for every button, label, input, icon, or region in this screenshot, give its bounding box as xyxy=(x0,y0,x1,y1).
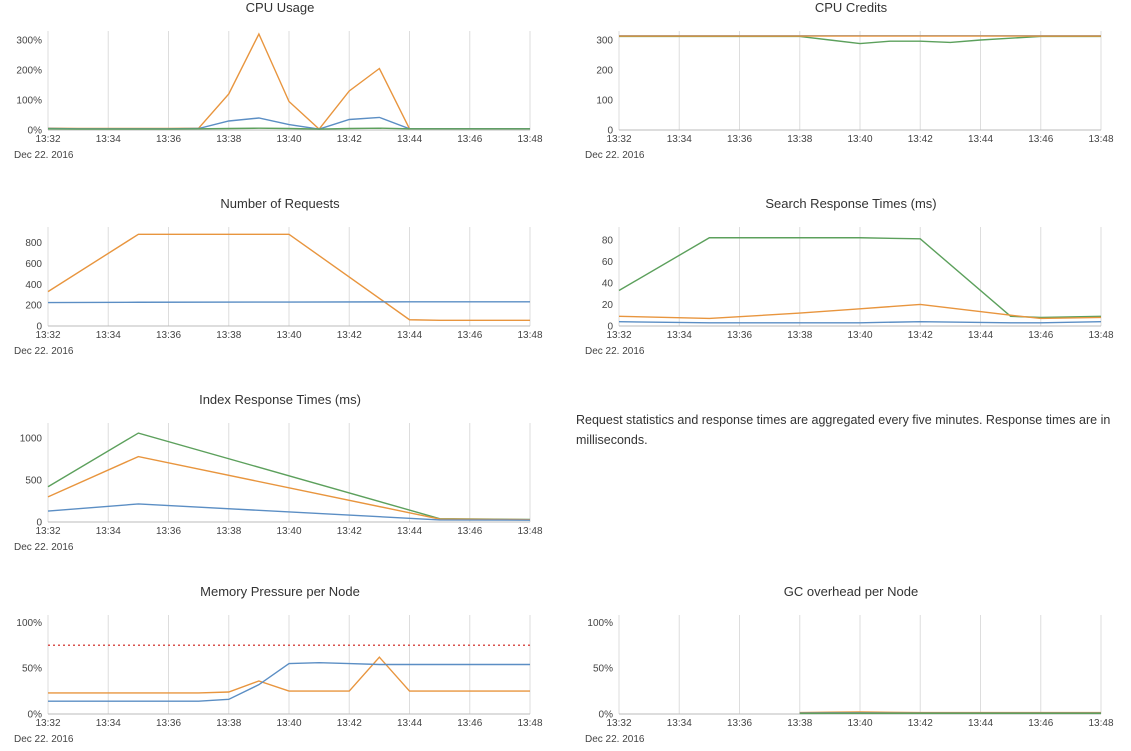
x-tick-label: 13:34 xyxy=(667,718,692,729)
x-tick-label: 13:48 xyxy=(1088,718,1113,729)
x-tick-label: 13:40 xyxy=(847,134,872,145)
date-label: Dec 22. 2016 xyxy=(14,150,74,161)
y-tick-label: 0 xyxy=(607,322,613,333)
x-tick-label: 13:36 xyxy=(156,134,181,145)
y-tick-label: 60 xyxy=(602,257,614,268)
y-tick-label: 0 xyxy=(607,126,613,137)
x-tick-label: 13:32 xyxy=(35,330,60,341)
panel-index-response-times xyxy=(0,392,560,557)
date-label: Dec 22. 2016 xyxy=(585,346,645,357)
x-tick-label: 13:32 xyxy=(606,330,631,341)
x-tick-label: 13:34 xyxy=(667,134,692,145)
chart-number-of-requests xyxy=(0,211,560,361)
y-tick-label: 200% xyxy=(16,66,42,77)
x-tick-label: 13:38 xyxy=(216,134,241,145)
panel-title-cpu-usage: CPU Usage xyxy=(0,0,560,15)
x-tick-label: 13:48 xyxy=(1088,330,1113,341)
x-tick-label: 13:44 xyxy=(968,330,993,341)
x-tick-label: 13:46 xyxy=(457,526,482,537)
y-tick-label: 50% xyxy=(22,664,42,675)
x-tick-label: 13:46 xyxy=(457,330,482,341)
x-tick-label: 13:44 xyxy=(397,330,422,341)
panel-title-search-response-times: Search Response Times (ms) xyxy=(571,196,1131,211)
y-tick-label: 0% xyxy=(28,126,43,137)
x-tick-label: 13:42 xyxy=(908,134,933,145)
x-tick-label: 13:36 xyxy=(156,526,181,537)
x-tick-label: 13:40 xyxy=(276,134,301,145)
y-tick-label: 80 xyxy=(602,235,614,246)
x-tick-label: 13:46 xyxy=(1028,134,1053,145)
chart-cpu-credits xyxy=(571,15,1131,165)
y-tick-label: 20 xyxy=(602,300,614,311)
x-tick-label: 13:42 xyxy=(337,718,362,729)
x-tick-label: 13:40 xyxy=(847,718,872,729)
x-tick-label: 13:34 xyxy=(96,330,121,341)
x-tick-label: 13:44 xyxy=(968,718,993,729)
x-tick-label: 13:42 xyxy=(908,330,933,341)
chart-canvas-gc-overhead-per-node xyxy=(571,599,1131,751)
panel-title-memory-pressure-per-node: Memory Pressure per Node xyxy=(0,584,560,599)
y-tick-label: 800 xyxy=(25,238,42,249)
y-tick-label: 0% xyxy=(28,710,43,721)
x-tick-label: 13:38 xyxy=(787,718,812,729)
x-tick-label: 13:38 xyxy=(787,330,812,341)
chart-canvas-cpu-usage xyxy=(0,15,560,165)
x-tick-label: 13:34 xyxy=(96,526,121,537)
chart-cpu-usage xyxy=(0,15,560,165)
y-tick-label: 300 xyxy=(596,36,613,47)
x-tick-label: 13:48 xyxy=(517,718,542,729)
x-tick-label: 13:40 xyxy=(847,330,872,341)
y-tick-label: 100% xyxy=(16,618,42,629)
y-tick-label: 1000 xyxy=(20,434,43,445)
panel-title-number-of-requests: Number of Requests xyxy=(0,196,560,211)
chart-gc-overhead-per-node xyxy=(571,599,1131,751)
chart-canvas-number-of-requests xyxy=(0,211,560,361)
chart-canvas-search-response-times xyxy=(571,211,1131,361)
x-tick-label: 13:38 xyxy=(216,526,241,537)
x-tick-label: 13:40 xyxy=(276,526,301,537)
date-label: Dec 22. 2016 xyxy=(14,542,74,553)
y-tick-label: 100% xyxy=(587,618,613,629)
x-tick-label: 13:44 xyxy=(397,526,422,537)
y-tick-label: 0 xyxy=(36,518,42,529)
panel-memory-pressure-per-node xyxy=(0,584,560,751)
x-tick-label: 13:32 xyxy=(35,718,60,729)
y-tick-label: 100 xyxy=(596,96,613,107)
x-tick-label: 13:48 xyxy=(517,330,542,341)
x-tick-label: 13:42 xyxy=(337,526,362,537)
x-tick-label: 13:38 xyxy=(787,134,812,145)
y-tick-label: 500 xyxy=(25,476,42,487)
y-tick-label: 50% xyxy=(593,664,613,675)
x-tick-label: 13:36 xyxy=(156,330,181,341)
series-line xyxy=(48,302,530,303)
chart-canvas-index-response-times xyxy=(0,407,560,557)
panel-cpu-usage xyxy=(0,0,560,165)
date-label: Dec 22. 2016 xyxy=(14,346,74,357)
x-tick-label: 13:32 xyxy=(606,134,631,145)
x-tick-label: 13:46 xyxy=(457,718,482,729)
chart-canvas-memory-pressure-per-node xyxy=(0,599,560,751)
x-tick-label: 13:32 xyxy=(35,134,60,145)
y-tick-label: 400 xyxy=(25,280,42,291)
panel-cpu-credits xyxy=(571,0,1131,165)
chart-search-response-times xyxy=(571,211,1131,361)
y-tick-label: 0 xyxy=(36,322,42,333)
chart-canvas-cpu-credits xyxy=(571,15,1131,165)
x-tick-label: 13:34 xyxy=(667,330,692,341)
x-tick-label: 13:36 xyxy=(727,718,752,729)
x-tick-label: 13:36 xyxy=(156,718,181,729)
x-tick-label: 13:38 xyxy=(216,718,241,729)
x-tick-label: 13:34 xyxy=(96,718,121,729)
x-tick-label: 13:34 xyxy=(96,134,121,145)
panel-title-cpu-credits: CPU Credits xyxy=(571,0,1131,15)
x-tick-label: 13:40 xyxy=(276,718,301,729)
x-tick-label: 13:42 xyxy=(908,718,933,729)
x-tick-label: 13:46 xyxy=(457,134,482,145)
date-label: Dec 22. 2016 xyxy=(585,734,645,745)
x-tick-label: 13:46 xyxy=(1028,718,1053,729)
panel-title-index-response-times: Index Response Times (ms) xyxy=(0,392,560,407)
x-tick-label: 13:38 xyxy=(216,330,241,341)
x-tick-label: 13:32 xyxy=(606,718,631,729)
x-tick-label: 13:44 xyxy=(968,134,993,145)
y-tick-label: 40 xyxy=(602,278,614,289)
y-tick-label: 200 xyxy=(25,301,42,312)
x-tick-label: 13:48 xyxy=(1088,134,1113,145)
date-label: Dec 22. 2016 xyxy=(14,734,74,745)
x-tick-label: 13:36 xyxy=(727,330,752,341)
date-label: Dec 22. 2016 xyxy=(585,150,645,161)
y-tick-label: 0% xyxy=(599,710,614,721)
x-tick-label: 13:48 xyxy=(517,526,542,537)
y-tick-label: 200 xyxy=(596,66,613,77)
x-tick-label: 13:42 xyxy=(337,330,362,341)
chart-index-response-times xyxy=(0,407,560,557)
y-tick-label: 600 xyxy=(25,259,42,270)
y-tick-label: 300% xyxy=(16,36,42,47)
x-tick-label: 13:36 xyxy=(727,134,752,145)
aggregation-note: Request statistics and response times are aggregated every five minutes. Response times are in milliseconds. xyxy=(576,410,1128,450)
x-tick-label: 13:32 xyxy=(35,526,60,537)
x-tick-label: 13:42 xyxy=(337,134,362,145)
x-tick-label: 13:44 xyxy=(397,718,422,729)
x-tick-label: 13:40 xyxy=(276,330,301,341)
x-tick-label: 13:46 xyxy=(1028,330,1053,341)
panel-number-of-requests xyxy=(0,196,560,361)
y-tick-label: 100% xyxy=(16,96,42,107)
x-tick-label: 13:44 xyxy=(397,134,422,145)
panel-search-response-times xyxy=(571,196,1131,361)
chart-memory-pressure-per-node xyxy=(0,599,560,751)
panel-gc-overhead-per-node xyxy=(571,584,1131,751)
x-tick-label: 13:48 xyxy=(517,134,542,145)
panel-title-gc-overhead-per-node: GC overhead per Node xyxy=(571,584,1131,599)
